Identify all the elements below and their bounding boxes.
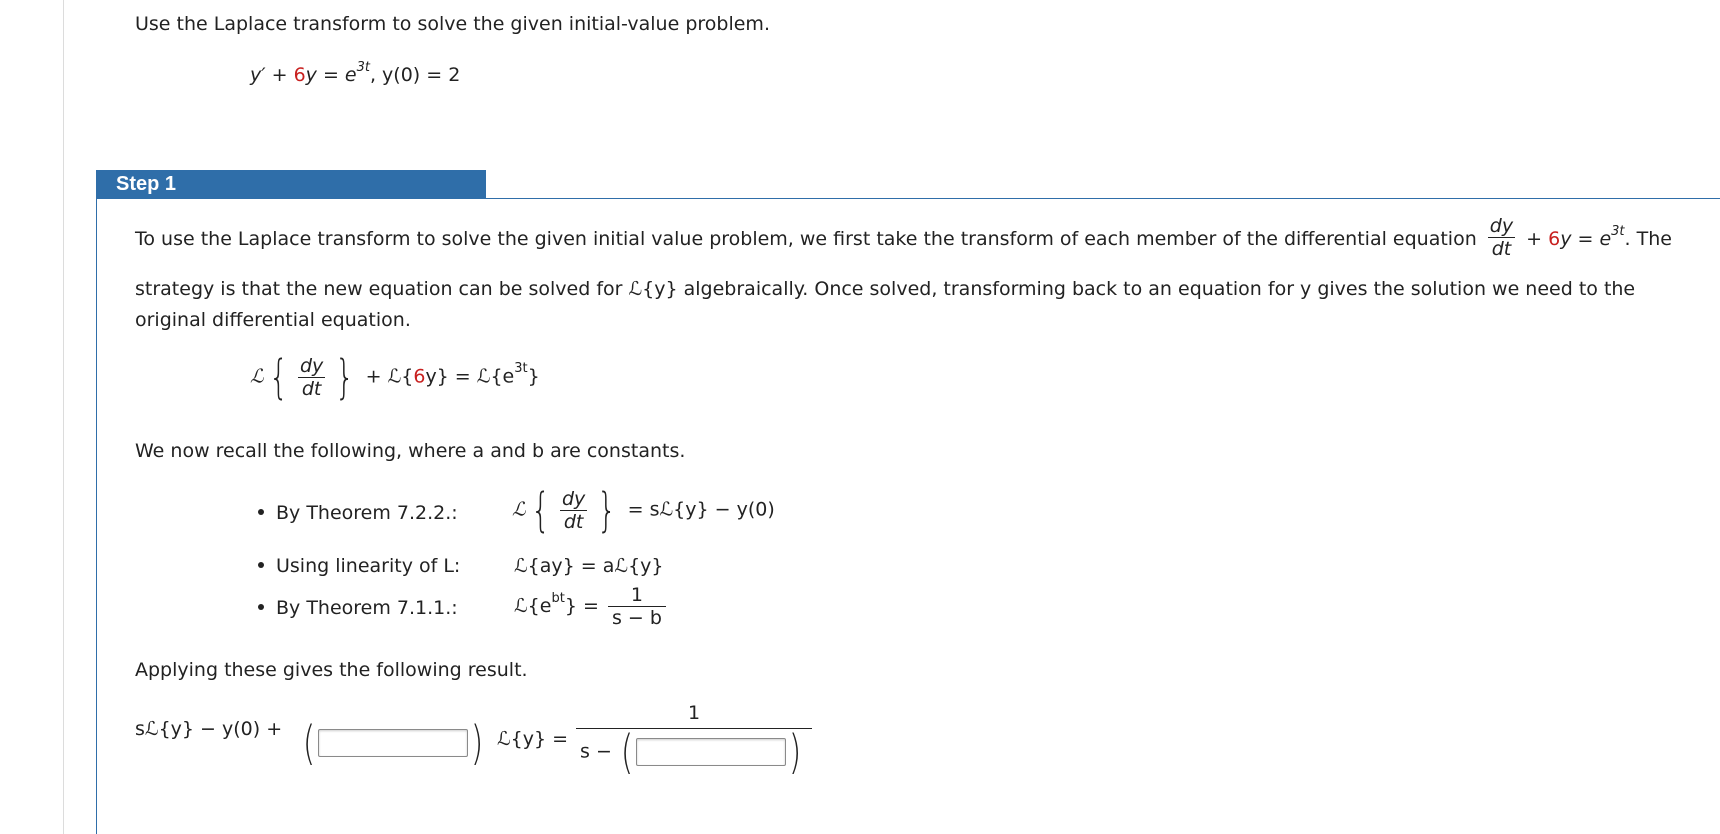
transform-equation: ℒ { $\frac{dy}{dt}$ } + ℒ{6y} = $ℒ\{e^{3t}\}$: [250, 350, 540, 404]
theorem-722-formula: ℒ { $\frac{dy}{dt}$ } = sℒ{y} − y(0): [512, 483, 775, 537]
step-paragraph-line-3: original differential equation.: [135, 309, 411, 331]
problem-equation: $y' + 6y = e^{3t}$, y(0) = 2: [250, 59, 461, 86]
step-border-top: [96, 198, 1720, 199]
final-equation-input-group: ( ): [302, 716, 484, 770]
final-equation-mid: ℒ{y} =: [497, 728, 569, 750]
theorem-711-formula: $ℒ\{e^{bt}\}$ = $\frac{1}{s - b}$: [514, 584, 669, 629]
bullet-theorem-711: By Theorem 7.1.1.:: [258, 597, 458, 619]
step-paragraph-line-2: strategy is that the new equation can be solved for ℒ{y} algebraically. Once solved, transforming back to an equation for y gives the solution we need to the: [135, 278, 1636, 300]
step-border-left: [96, 198, 97, 834]
left-margin-divider: [63, 0, 64, 834]
applying-text: Applying these gives the following result.: [135, 659, 528, 681]
dy-dt-fraction: $\frac{dy}{dt}$: [1486, 215, 1517, 260]
recall-text: We now recall the following, where a and b are constants.: [135, 440, 686, 462]
bullet-theorem-722: By Theorem 7.2.2.:: [258, 502, 458, 524]
answer-input-denominator[interactable]: [636, 738, 786, 766]
step-paragraph-line-1: To use the Laplace transform to solve the given initial value problem, we first take the transform of each member of the differential equation $\frac{dy}{dt}$ + $6y = e^{3t}$. The: [135, 215, 1672, 260]
linearity-formula: ℒ{ay} = aℒ{y}: [514, 555, 664, 577]
final-fraction: 1 s − ( ): [576, 700, 812, 775]
bullet-linearity: Using linearity of L:: [258, 555, 460, 577]
final-equation-lhs: sℒ{y} − y(0) +: [135, 718, 283, 740]
step-header: Step 1: [96, 170, 486, 199]
answer-input-coefficient[interactable]: [318, 729, 468, 757]
problem-prompt: Use the Laplace transform to solve the given initial-value problem.: [135, 13, 770, 35]
